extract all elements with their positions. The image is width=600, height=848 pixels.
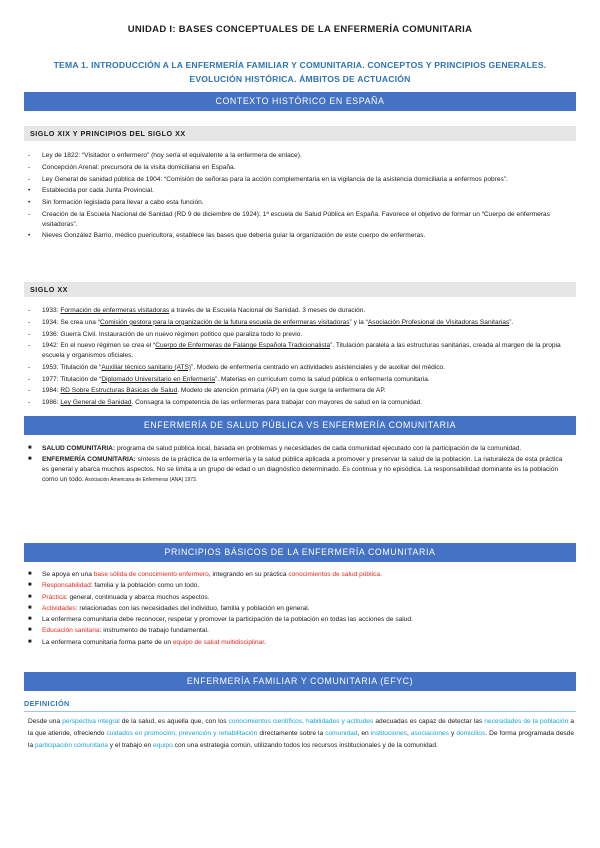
dash-bullet-icon: - — [28, 342, 31, 350]
list-item: ■ La enfermera comunitaria debe reconocer, respetar y promover la participación de la población en todas las acciones de salud. — [28, 616, 413, 624]
section-banner-efyc: ENFERMERÍA FAMILIAR Y COMUNITARIA (EFYC) — [24, 672, 576, 691]
list-item: - 1936: Guerra Civil. Instauración de un nuevo régimen político que paraliza todo lo previo. — [28, 330, 303, 338]
section-banner-historical-context: CONTEXTO HISTÓRICO EN ESPAÑA — [24, 92, 576, 111]
list-item: ■ Educación sanitaria: instrumento de trabajo fundamental. — [28, 627, 209, 635]
list-xx-century — [28, 306, 568, 410]
definition-paragraph: Desde una perspectiva integral de la salud, es aquella que, con los conocimientos científicos, habilidades y actitudes adecuadas es capaz de detectar las necesidades de la población a la que atiende, ofreciendo cuidados en promoción, prevención y rehabilitación directamente sobre la comunidad, en instituciones, asociaciones y domicilios. De forma programada desde la participación comunitaria y el trabajo en equipo con una estrategia común, utilizando todos los recursos institucionales y de la comunidad. — [28, 718, 574, 749]
list-item: ■ Actividades: relacionadas con las necesidades del individuo, familia y población en general. — [28, 604, 310, 612]
list-item: - Ley General de sanidad pública de 1904: “Comisión de señoras para la acción complementaria en la vigilancia de la asistencia domiciliaria a enfermos pobres”. — [28, 175, 508, 183]
square-bullet-icon: ■ — [28, 604, 32, 611]
list-xix-century — [28, 151, 568, 243]
unit-title: UNIDAD I: BASES CONCEPTUALES DE LA ENFERMERÍA COMUNITARIA — [127, 24, 473, 35]
square-bullet-icon: ■ — [28, 445, 32, 451]
dash-bullet-icon: - — [28, 307, 31, 314]
section-banner-public-health-vs-community: ENFERMERÍA DE SALUD PÚBLICA VS ENFERMERÍA COMUNITARIA — [24, 416, 576, 435]
list-item: ■ La enfermera comunitaria forma parte de un equipo de salud multidisciplinar. — [28, 638, 266, 646]
subheading-xx-century: SIGLO XX — [24, 282, 576, 297]
list-item: ■ Responsabilidad: familia y la población como un todo. — [28, 582, 200, 590]
dash-bullet-icon: - — [28, 330, 31, 338]
list-item: - 1953: Titulación de “Auxiliar técnico sanitario (ATS)”. Modelo de enfermería centrado en actividades asistenciales y de auxiliar del médico. — [28, 363, 446, 371]
dash-bullet-icon: - — [28, 363, 31, 371]
list-item: - Concepción Arenal: precursora de la visita domiciliaria en España. — [28, 163, 236, 171]
list-item: ■ ENFERMERÍA COMUNITARIA: síntesis de la práctica de la enfermería y la salud pública aplicada a promover y preservar la salud de la población. La naturaleza de esta práctica es general y abarca muchos aspectos. No se limita a un grupo de edad o un diagnóstico determinado. Es continua y no episódica. La responsabilidad dominante es la población como un todo. Asociación Americana de Enfermeras (ANA) 1973. — [28, 456, 563, 483]
dash-bullet-icon: - — [28, 152, 31, 159]
list-item: - 1977: Titulación de “Diplomado Universitario en Enfermería”. Materias en curriculum como la salud pública o enfermería comunitaria. — [28, 375, 430, 383]
dot-bullet-icon: • — [28, 232, 31, 240]
dash-bullet-icon: - — [28, 318, 31, 326]
dash-bullet-icon: - — [28, 175, 31, 183]
list-item: - 1942: En el nuevo régimen se crea el “Cuerpo de Enfermeras de Falange Española Tradicionalista”. Titulación paralela a las estructuras sanitarias, creada al margen de la propia escuela y organismos oficiales. — [28, 342, 561, 359]
topic-title-line-2: EVOLUCIÓN HISTÓRICA. ÁMBITOS DE ACTUACIÓN — [189, 74, 411, 84]
square-bullet-icon: ■ — [28, 571, 32, 577]
list-item: • Sin formación legislada para llevar a cabo esta función. — [28, 199, 204, 207]
square-bullet-icon: ■ — [28, 456, 32, 463]
list-basic-principles — [28, 570, 568, 649]
topic-title — [40, 58, 560, 86]
square-bullet-icon: ■ — [28, 616, 32, 623]
dash-bullet-icon: - — [28, 399, 31, 407]
list-item: ■ SALUD COMUNITARIA: programa de salud pública local, basada en problemas y necesidades de cada comunidad ejecutado con la participación de la comunidad. — [28, 445, 522, 452]
list-item: - 1933: Formación de enfermeras visitadoras a través de la Escuela Nacional de Sanidad. 3 meses de duración. — [28, 307, 366, 314]
dot-bullet-icon: • — [28, 199, 31, 207]
list-item: • Nieves González Barrio, médico puericultora, establece las bases que debería guiar la organización de este cuerpo de enfermeras. — [28, 232, 426, 240]
list-item: ■ Práctica: general, continuada y abarca muchos aspectos. — [28, 593, 210, 601]
list-item: ■ Se apoya en una base sólida de conocimiento enfermero, integrando en su práctica conocimientos de salud pública. — [28, 571, 382, 578]
list-public-health-vs-community — [28, 444, 568, 487]
dash-bullet-icon: - — [28, 375, 31, 383]
dash-bullet-icon: - — [28, 210, 31, 218]
divider — [24, 711, 576, 712]
subheading-definition: DEFINICIÓN — [24, 699, 70, 708]
list-item: - 1984: RD Sobre Estructuras Básicas de Salud. Modelo de atención primaria (AP) en la que surge la enfermera de AP. — [28, 387, 386, 395]
square-bullet-icon: ■ — [28, 627, 32, 634]
list-item: - Creación de la Escuela Nacional de Sanidad (RD 9 de diciembre de 1924): 1ª escuela de Salud Pública en España. Favorece el objetivo de formar un “Cuerpo de enfermeras visitadoras”. — [28, 210, 550, 228]
subheading-xix-century: SIGLO XIX Y PRINCIPIOS DEL SIGLO XX — [24, 126, 576, 141]
topic-title-line-1: TEMA 1. INTRODUCCIÓN A LA ENFERMERÍA FAMILIAR Y COMUNITARIA. CONCEPTOS Y PRINCIPIOS GENERALES. — [53, 60, 547, 70]
square-bullet-icon: ■ — [28, 593, 32, 600]
dash-bullet-icon: - — [28, 163, 31, 171]
section-banner-basic-principles: PRINCIPIOS BÁSICOS DE LA ENFERMERÍA COMUNITARIA — [24, 543, 576, 562]
citation: Asociación Americana de Enfermeras (ANA) 1973. — [83, 476, 198, 483]
list-item: - Ley de 1822: “Visitador o enfermero” (hoy sería el equivalente a la enfermera de enlace). — [28, 152, 302, 159]
list-item: - 1934: Se crea una “Comisión gestora para la organización de la futura escuela de enfermeras visitadoras” y la “Asociación Profesional de Visitadoras Sanitarias”. — [28, 318, 514, 326]
square-bullet-icon: ■ — [28, 638, 32, 645]
square-bullet-icon: ■ — [28, 582, 32, 589]
list-item: - 1986: Ley General de Sanidad. Consagra la competencia de las enfermeras para trabajar con mayores de salud en la comunidad. — [28, 399, 423, 407]
dot-bullet-icon: • — [28, 187, 31, 195]
dash-bullet-icon: - — [28, 387, 31, 395]
list-item: • Establecida por cada Junta Provincial. — [28, 187, 154, 195]
